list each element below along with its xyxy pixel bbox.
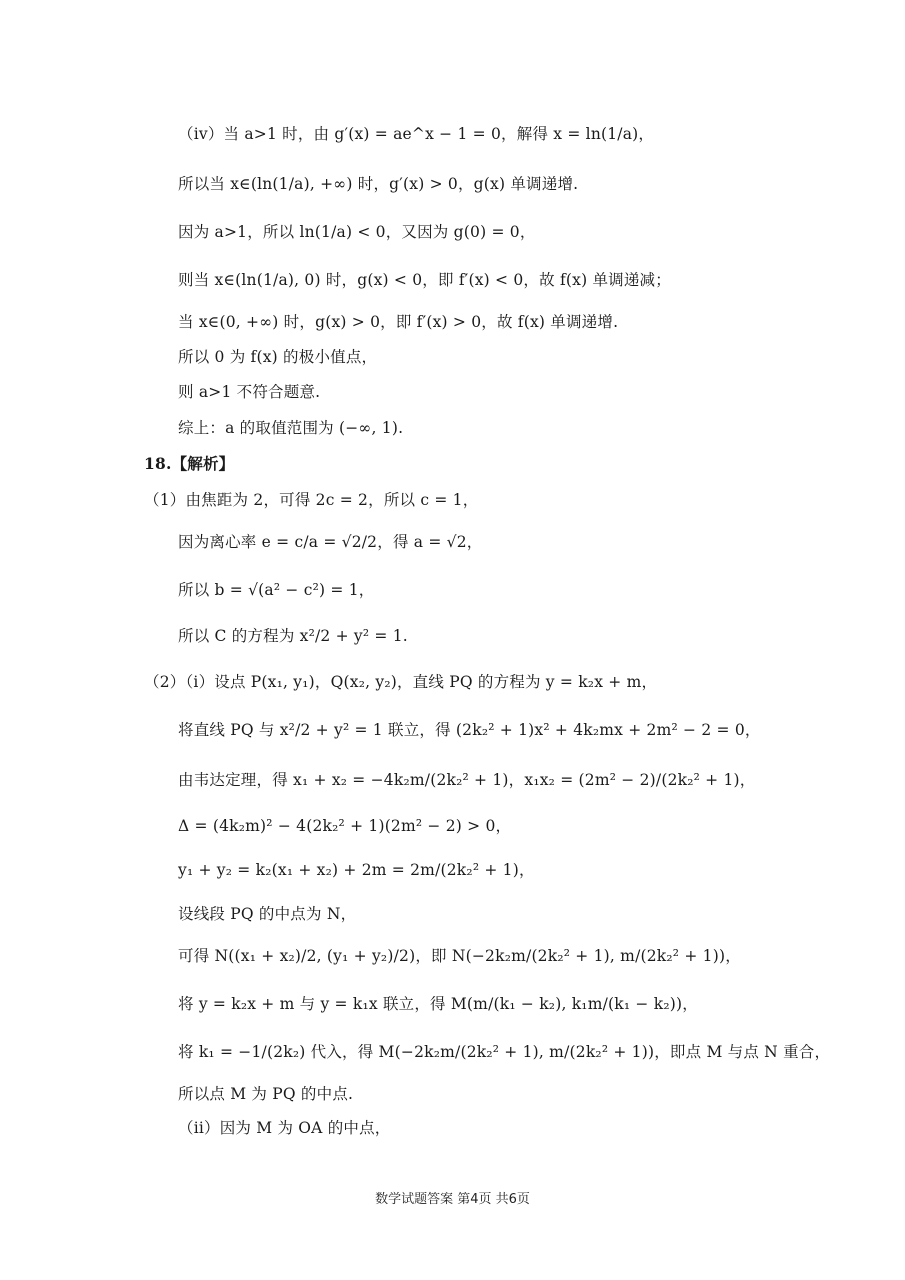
- text-line-increasing-2: 当 x∈(0, +∞) 时，g(x) > 0，即 f′(x) > 0，故 f(x) 单调递增.: [178, 313, 619, 331]
- text-line-discriminant: Δ = (4k₂m)² − 4(2k₂² + 1)(2m² − 2) > 0，: [178, 817, 512, 835]
- text-line-ellipse-equation: 所以 C 的方程为 x²/2 + y² = 1.: [178, 627, 408, 645]
- text-line-part2ii: （ii）因为 M 为 OA 的中点，: [178, 1119, 391, 1137]
- text-line-m-coords: 将 y = k₂x + m 与 y = k₁x 联立，得 M(m/(k₁ − k₂), k₁m/(k₁ − k₂))，: [178, 995, 698, 1013]
- text-line-eccentricity: 因为离心率 e = c/a = √2/2，得 a = √2，: [178, 533, 483, 551]
- text-line-min-point: 所以 0 为 f(x) 的极小值点，: [178, 348, 378, 366]
- text-line-substitute: 将 k₁ = −1/(2k₂) 代入，得 M(−2k₂m/(2k₂² + 1), m/(2k₂² + 1))，即点 M 与点 N 重合，: [178, 1043, 831, 1061]
- text-line-y-sum: y₁ + y₂ = k₂(x₁ + x₂) + 2m = 2m/(2k₂² + 1)，: [178, 861, 535, 879]
- text-line-midpoint-n: 设线段 PQ 的中点为 N，: [178, 905, 357, 923]
- text-line-iv-case: （iv）当 a>1 时，由 g′(x) = ae^x − 1 = 0，解得 x = ln(1/a)，: [178, 125, 655, 143]
- section-heading-18: 18.【解析】: [144, 454, 235, 473]
- text-line-m-midpoint: 所以点 M 为 PQ 的中点.: [178, 1085, 354, 1103]
- text-line-increasing: 所以当 x∈(ln(1/a), +∞) 时，g′(x) > 0，g(x) 单调递增.: [178, 175, 579, 193]
- text-line-part2i: （2）（i）设点 P(x₁, y₁)，Q(x₂, y₂)，直线 PQ 的方程为 y = k₂x + m，: [144, 673, 658, 691]
- text-line-ln-negative: 因为 a>1，所以 ln(1/a) < 0，又因为 g(0) = 0，: [178, 223, 536, 241]
- text-line-combine: 将直线 PQ 与 x²/2 + y² = 1 联立，得 (2k₂² + 1)x² + 4k₂mx + 2m² − 2 = 0，: [178, 721, 761, 739]
- text-line-not-fit: 则 a>1 不符合题意.: [178, 383, 321, 401]
- text-line-part1: （1）由焦距为 2，可得 2c = 2，所以 c = 1，: [144, 491, 479, 509]
- page-footer: 数学试题答案 第4页 共6页: [375, 1192, 530, 1207]
- text-line-b-value: 所以 b = √(a² − c²) = 1，: [178, 581, 375, 599]
- text-line-vieta: 由韦达定理，得 x₁ + x₂ = −4k₂m/(2k₂² + 1)，x₁x₂ = (2m² − 2)/(2k₂² + 1)，: [178, 771, 756, 789]
- text-line-decreasing: 则当 x∈(ln(1/a), 0) 时，g(x) < 0，即 f′(x) < 0，故 f(x) 单调递减；: [178, 271, 671, 289]
- text-line-n-coords: 可得 N((x₁ + x₂)/2, (y₁ + y₂)/2)，即 N(−2k₂m/(2k₂² + 1), m/(2k₂² + 1))，: [178, 947, 741, 965]
- text-line-conclusion: 综上：a 的取值范围为 (−∞, 1).: [178, 419, 404, 437]
